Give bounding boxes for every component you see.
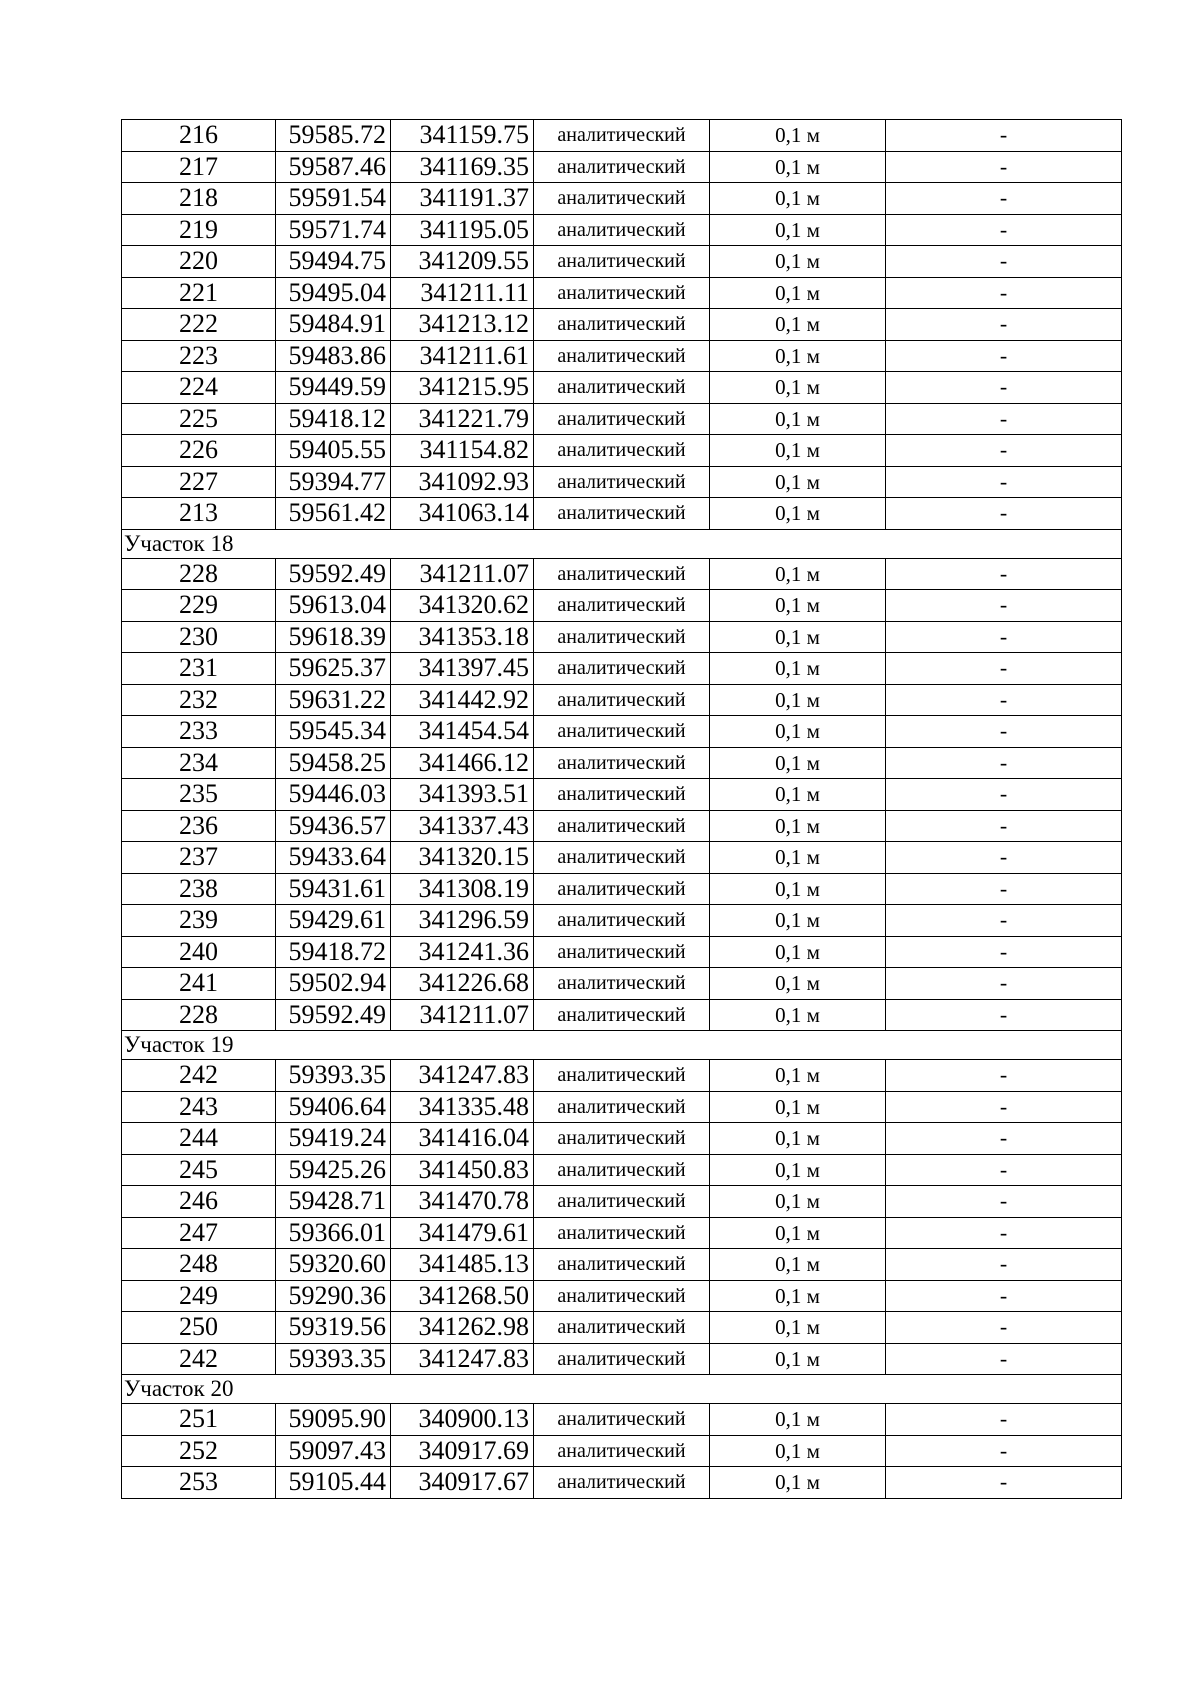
y-coordinate-cell: 341154.82 [391,435,534,467]
method-cell: аналитический [534,498,710,530]
y-coordinate-cell: 341211.11 [391,277,534,309]
y-coordinate-cell: 341262.98 [391,1312,534,1344]
point-number-cell: 246 [122,1186,276,1218]
x-coordinate-cell: 59436.57 [276,810,391,842]
precision-cell: 0,1 м [710,403,886,435]
section-title: Участок 18 [122,529,1122,558]
section-title: Участок 19 [122,1031,1122,1060]
table-row [122,653,1122,685]
note-cell: - [886,653,1122,685]
table-row [122,151,1122,183]
table-row [122,120,1122,152]
y-coordinate-cell: 341485.13 [391,1249,534,1281]
section-title: Участок 20 [122,1375,1122,1404]
point-number-cell: 213 [122,498,276,530]
note-cell: - [886,403,1122,435]
point-number-cell: 233 [122,716,276,748]
precision-cell: 0,1 м [710,246,886,278]
note-cell: - [886,1404,1122,1436]
point-number-cell: 221 [122,277,276,309]
method-cell: аналитический [534,747,710,779]
precision-cell: 0,1 м [710,151,886,183]
y-coordinate-cell: 341159.75 [391,120,534,152]
x-coordinate-cell: 59571.74 [276,214,391,246]
table-row [122,277,1122,309]
y-coordinate-cell: 341416.04 [391,1123,534,1155]
note-cell: - [886,621,1122,653]
precision-cell: 0,1 м [710,999,886,1031]
y-coordinate-cell: 341211.07 [391,558,534,590]
table-row [122,684,1122,716]
method-cell: аналитический [534,1435,710,1467]
precision-cell: 0,1 м [710,590,886,622]
section-header-row [122,1375,1122,1404]
x-coordinate-cell: 59613.04 [276,590,391,622]
point-number-cell: 241 [122,968,276,1000]
y-coordinate-cell: 341195.05 [391,214,534,246]
note-cell: - [886,277,1122,309]
point-number-cell: 236 [122,810,276,842]
x-coordinate-cell: 59502.94 [276,968,391,1000]
note-cell: - [886,246,1122,278]
y-coordinate-cell: 341247.83 [391,1343,534,1375]
method-cell: аналитический [534,873,710,905]
precision-cell: 0,1 м [710,716,886,748]
table-row [122,340,1122,372]
y-coordinate-cell: 341479.61 [391,1217,534,1249]
method-cell: аналитический [534,277,710,309]
precision-cell: 0,1 м [710,1186,886,1218]
y-coordinate-cell: 341450.83 [391,1154,534,1186]
y-coordinate-cell: 341226.68 [391,968,534,1000]
x-coordinate-cell: 59631.22 [276,684,391,716]
note-cell: - [886,309,1122,341]
table-row [122,810,1122,842]
y-coordinate-cell: 341393.51 [391,779,534,811]
method-cell: аналитический [534,246,710,278]
table-row [122,1312,1122,1344]
table-row [122,905,1122,937]
table-row [122,1280,1122,1312]
table-row [122,403,1122,435]
note-cell: - [886,1280,1122,1312]
precision-cell: 0,1 м [710,214,886,246]
method-cell: аналитический [534,810,710,842]
method-cell: аналитический [534,936,710,968]
x-coordinate-cell: 59618.39 [276,621,391,653]
x-coordinate-cell: 59095.90 [276,1404,391,1436]
note-cell: - [886,968,1122,1000]
x-coordinate-cell: 59446.03 [276,779,391,811]
note-cell: - [886,1091,1122,1123]
note-cell: - [886,936,1122,968]
table-row [122,779,1122,811]
table-row [122,1249,1122,1281]
method-cell: аналитический [534,151,710,183]
y-coordinate-cell: 341211.61 [391,340,534,372]
y-coordinate-cell: 341268.50 [391,1280,534,1312]
x-coordinate-cell: 59587.46 [276,151,391,183]
table-row [122,1343,1122,1375]
precision-cell: 0,1 м [710,120,886,152]
x-coordinate-cell: 59425.26 [276,1154,391,1186]
point-number-cell: 218 [122,183,276,215]
y-coordinate-cell: 341320.15 [391,842,534,874]
x-coordinate-cell: 59319.56 [276,1312,391,1344]
precision-cell: 0,1 м [710,1404,886,1436]
method-cell: аналитический [534,1343,710,1375]
point-number-cell: 252 [122,1435,276,1467]
y-coordinate-cell: 341191.37 [391,183,534,215]
x-coordinate-cell: 59419.24 [276,1123,391,1155]
x-coordinate-cell: 59561.42 [276,498,391,530]
note-cell: - [886,1060,1122,1092]
note-cell: - [886,1343,1122,1375]
y-coordinate-cell: 341466.12 [391,747,534,779]
point-number-cell: 217 [122,151,276,183]
method-cell: аналитический [534,1280,710,1312]
y-coordinate-cell: 341241.36 [391,936,534,968]
point-number-cell: 253 [122,1467,276,1499]
note-cell: - [886,716,1122,748]
point-number-cell: 247 [122,1217,276,1249]
y-coordinate-cell: 341063.14 [391,498,534,530]
x-coordinate-cell: 59449.59 [276,372,391,404]
precision-cell: 0,1 м [710,1154,886,1186]
note-cell: - [886,120,1122,152]
table-row [122,1091,1122,1123]
x-coordinate-cell: 59458.25 [276,747,391,779]
precision-cell: 0,1 м [710,936,886,968]
point-number-cell: 220 [122,246,276,278]
note-cell: - [886,1186,1122,1218]
table-row [122,621,1122,653]
method-cell: аналитический [534,372,710,404]
x-coordinate-cell: 59585.72 [276,120,391,152]
precision-cell: 0,1 м [710,498,886,530]
point-number-cell: 251 [122,1404,276,1436]
point-number-cell: 239 [122,905,276,937]
point-number-cell: 219 [122,214,276,246]
y-coordinate-cell: 341442.92 [391,684,534,716]
table-row [122,999,1122,1031]
y-coordinate-cell: 340917.67 [391,1467,534,1499]
precision-cell: 0,1 м [710,873,886,905]
y-coordinate-cell: 340900.13 [391,1404,534,1436]
table-row [122,1186,1122,1218]
point-number-cell: 230 [122,621,276,653]
point-number-cell: 240 [122,936,276,968]
method-cell: аналитический [534,590,710,622]
precision-cell: 0,1 м [710,1217,886,1249]
note-cell: - [886,747,1122,779]
note-cell: - [886,1154,1122,1186]
precision-cell: 0,1 м [710,372,886,404]
method-cell: аналитический [534,1249,710,1281]
point-number-cell: 216 [122,120,276,152]
y-coordinate-cell: 340917.69 [391,1435,534,1467]
table-row [122,1154,1122,1186]
note-cell: - [886,183,1122,215]
method-cell: аналитический [534,1154,710,1186]
x-coordinate-cell: 59545.34 [276,716,391,748]
precision-cell: 0,1 м [710,1091,886,1123]
precision-cell: 0,1 м [710,968,886,1000]
table-row [122,936,1122,968]
table-row [122,1404,1122,1436]
note-cell: - [886,1435,1122,1467]
point-number-cell: 232 [122,684,276,716]
point-number-cell: 231 [122,653,276,685]
precision-cell: 0,1 м [710,1312,886,1344]
coordinates-table-body [122,120,1122,1499]
precision-cell: 0,1 м [710,466,886,498]
y-coordinate-cell: 341213.12 [391,309,534,341]
note-cell: - [886,1467,1122,1499]
note-cell: - [886,1217,1122,1249]
method-cell: аналитический [534,684,710,716]
note-cell: - [886,873,1122,905]
method-cell: аналитический [534,403,710,435]
note-cell: - [886,1249,1122,1281]
precision-cell: 0,1 м [710,653,886,685]
point-number-cell: 229 [122,590,276,622]
x-coordinate-cell: 59483.86 [276,340,391,372]
table-row [122,466,1122,498]
note-cell: - [886,466,1122,498]
table-row [122,842,1122,874]
precision-cell: 0,1 м [710,309,886,341]
table-row [122,309,1122,341]
table-row [122,1435,1122,1467]
x-coordinate-cell: 59592.49 [276,558,391,590]
method-cell: аналитический [534,653,710,685]
x-coordinate-cell: 59105.44 [276,1467,391,1499]
x-coordinate-cell: 59591.54 [276,183,391,215]
method-cell: аналитический [534,214,710,246]
precision-cell: 0,1 м [710,747,886,779]
y-coordinate-cell: 341221.79 [391,403,534,435]
x-coordinate-cell: 59592.49 [276,999,391,1031]
precision-cell: 0,1 м [710,183,886,215]
x-coordinate-cell: 59393.35 [276,1343,391,1375]
point-number-cell: 223 [122,340,276,372]
x-coordinate-cell: 59433.64 [276,842,391,874]
table-row [122,747,1122,779]
x-coordinate-cell: 59320.60 [276,1249,391,1281]
point-number-cell: 249 [122,1280,276,1312]
x-coordinate-cell: 59097.43 [276,1435,391,1467]
table-row [122,214,1122,246]
precision-cell: 0,1 м [710,1343,886,1375]
y-coordinate-cell: 341169.35 [391,151,534,183]
x-coordinate-cell: 59428.71 [276,1186,391,1218]
table-row [122,873,1122,905]
precision-cell: 0,1 м [710,435,886,467]
y-coordinate-cell: 341247.83 [391,1060,534,1092]
method-cell: аналитический [534,340,710,372]
table-row [122,1217,1122,1249]
point-number-cell: 242 [122,1060,276,1092]
precision-cell: 0,1 м [710,1435,886,1467]
table-row [122,1123,1122,1155]
precision-cell: 0,1 м [710,684,886,716]
note-cell: - [886,684,1122,716]
precision-cell: 0,1 м [710,1249,886,1281]
table-row [122,1060,1122,1092]
point-number-cell: 222 [122,309,276,341]
note-cell: - [886,779,1122,811]
method-cell: аналитический [534,1312,710,1344]
method-cell: аналитический [534,435,710,467]
note-cell: - [886,999,1122,1031]
note-cell: - [886,214,1122,246]
y-coordinate-cell: 341397.45 [391,653,534,685]
precision-cell: 0,1 м [710,1123,886,1155]
section-header-row [122,1031,1122,1060]
coordinates-table [121,119,1122,1499]
y-coordinate-cell: 341337.43 [391,810,534,842]
x-coordinate-cell: 59393.35 [276,1060,391,1092]
method-cell: аналитический [534,1467,710,1499]
method-cell: аналитический [534,842,710,874]
y-coordinate-cell: 341320.62 [391,590,534,622]
note-cell: - [886,151,1122,183]
method-cell: аналитический [534,558,710,590]
table-row [122,498,1122,530]
point-number-cell: 234 [122,747,276,779]
point-number-cell: 235 [122,779,276,811]
point-number-cell: 228 [122,558,276,590]
point-number-cell: 248 [122,1249,276,1281]
table-row [122,558,1122,590]
note-cell: - [886,842,1122,874]
point-number-cell: 227 [122,466,276,498]
method-cell: аналитический [534,1186,710,1218]
point-number-cell: 226 [122,435,276,467]
x-coordinate-cell: 59290.36 [276,1280,391,1312]
point-number-cell: 243 [122,1091,276,1123]
note-cell: - [886,558,1122,590]
precision-cell: 0,1 м [710,621,886,653]
y-coordinate-cell: 341211.07 [391,999,534,1031]
note-cell: - [886,810,1122,842]
table-row [122,1467,1122,1499]
x-coordinate-cell: 59431.61 [276,873,391,905]
precision-cell: 0,1 м [710,1060,886,1092]
point-number-cell: 238 [122,873,276,905]
method-cell: аналитический [534,1217,710,1249]
table-row [122,246,1122,278]
method-cell: аналитический [534,968,710,1000]
precision-cell: 0,1 м [710,340,886,372]
y-coordinate-cell: 341209.55 [391,246,534,278]
precision-cell: 0,1 м [710,558,886,590]
precision-cell: 0,1 м [710,810,886,842]
point-number-cell: 224 [122,372,276,404]
method-cell: аналитический [534,999,710,1031]
point-number-cell: 228 [122,999,276,1031]
x-coordinate-cell: 59418.12 [276,403,391,435]
table-row [122,716,1122,748]
precision-cell: 0,1 м [710,779,886,811]
method-cell: аналитический [534,1404,710,1436]
note-cell: - [886,1123,1122,1155]
table-row [122,372,1122,404]
y-coordinate-cell: 341296.59 [391,905,534,937]
y-coordinate-cell: 341092.93 [391,466,534,498]
method-cell: аналитический [534,1123,710,1155]
note-cell: - [886,340,1122,372]
method-cell: аналитический [534,466,710,498]
x-coordinate-cell: 59366.01 [276,1217,391,1249]
x-coordinate-cell: 59484.91 [276,309,391,341]
coordinates-sheet [121,119,1121,1499]
y-coordinate-cell: 341353.18 [391,621,534,653]
point-number-cell: 250 [122,1312,276,1344]
note-cell: - [886,498,1122,530]
y-coordinate-cell: 341335.48 [391,1091,534,1123]
method-cell: аналитический [534,120,710,152]
note-cell: - [886,905,1122,937]
method-cell: аналитический [534,905,710,937]
y-coordinate-cell: 341215.95 [391,372,534,404]
note-cell: - [886,1312,1122,1344]
point-number-cell: 245 [122,1154,276,1186]
x-coordinate-cell: 59394.77 [276,466,391,498]
point-number-cell: 225 [122,403,276,435]
method-cell: аналитический [534,1060,710,1092]
note-cell: - [886,590,1122,622]
x-coordinate-cell: 59494.75 [276,246,391,278]
precision-cell: 0,1 м [710,905,886,937]
table-row [122,183,1122,215]
method-cell: аналитический [534,183,710,215]
x-coordinate-cell: 59405.55 [276,435,391,467]
method-cell: аналитический [534,779,710,811]
precision-cell: 0,1 м [710,1467,886,1499]
note-cell: - [886,435,1122,467]
y-coordinate-cell: 341454.54 [391,716,534,748]
section-header-row [122,529,1122,558]
x-coordinate-cell: 59406.64 [276,1091,391,1123]
precision-cell: 0,1 м [710,1280,886,1312]
x-coordinate-cell: 59418.72 [276,936,391,968]
table-row [122,968,1122,1000]
note-cell: - [886,372,1122,404]
x-coordinate-cell: 59429.61 [276,905,391,937]
method-cell: аналитический [534,716,710,748]
table-row [122,590,1122,622]
x-coordinate-cell: 59625.37 [276,653,391,685]
point-number-cell: 242 [122,1343,276,1375]
x-coordinate-cell: 59495.04 [276,277,391,309]
method-cell: аналитический [534,1091,710,1123]
precision-cell: 0,1 м [710,842,886,874]
table-row [122,435,1122,467]
precision-cell: 0,1 м [710,277,886,309]
point-number-cell: 237 [122,842,276,874]
y-coordinate-cell: 341470.78 [391,1186,534,1218]
point-number-cell: 244 [122,1123,276,1155]
method-cell: аналитический [534,621,710,653]
y-coordinate-cell: 341308.19 [391,873,534,905]
method-cell: аналитический [534,309,710,341]
